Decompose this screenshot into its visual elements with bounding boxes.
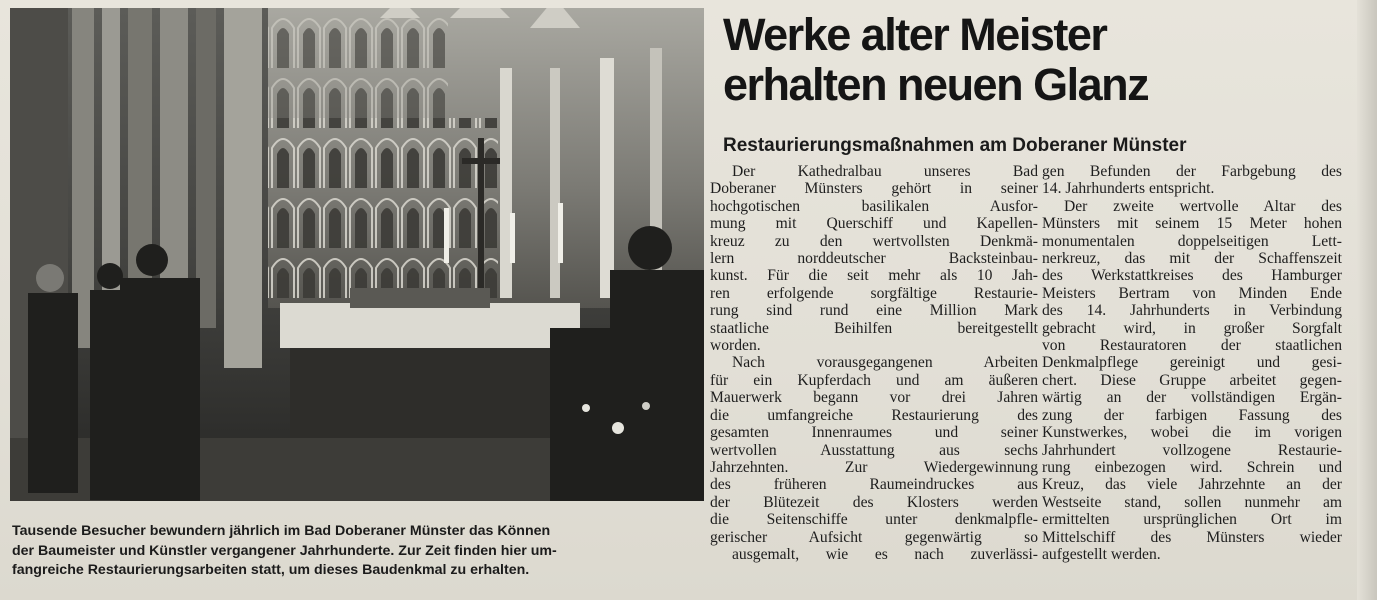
- caption-line: fangreiche Restaurierungsarbeiten statt, um dieses Baudenkmal zu erhalten.: [12, 562, 530, 578]
- text-line: von Restauratoren der staatlichen: [1042, 337, 1342, 355]
- text-line: Jahrzehnten. Zur Wiedergewinnung: [710, 458, 1038, 476]
- text-line: Münsters mit seinem 15 Meter hohen: [1042, 215, 1342, 233]
- text-line: staatliche Beihilfen bereitgestellt: [710, 319, 1038, 337]
- text-line: kunst. Für die seit mehr als 10 Jah-: [710, 267, 1038, 285]
- headline-line: Werke alter Meister: [723, 9, 1107, 60]
- text-line: worden.: [710, 337, 761, 355]
- text-line: Der zweite wertvolle Altar des: [1064, 197, 1342, 215]
- photo-caption: [12, 522, 702, 581]
- text-line: hochgotischen basilikalen Ausfor-: [710, 197, 1038, 215]
- text-line: Kreuz, das viele Jahrzehnte an der: [1042, 476, 1342, 494]
- text-line: Kunstwerkes, wobei die im vorigen: [1042, 424, 1342, 442]
- text-line: gerischer Aufsicht gegenwärtig so: [710, 528, 1038, 546]
- text-line: lern norddeutscher Backsteinbau-: [710, 250, 1038, 268]
- text-line: aufgestellt werden.: [1042, 545, 1161, 563]
- text-line: ermittelten ursprünglichen Ort im: [1042, 511, 1342, 529]
- text-line: gebracht wird, in großer Sorgfalt: [1042, 319, 1342, 337]
- text-line: rung einbezogen wird. Schrein und: [1042, 458, 1342, 476]
- text-line: monumentalen doppelseitigen Lett-: [1042, 232, 1342, 250]
- article-subheadline: Restaurierungsmaßnahmen am Doberaner Münster: [723, 135, 1187, 156]
- text-line: Doberaner Münsters gehört in seiner: [710, 180, 1038, 198]
- text-line: nerkreuz, das mit der Schaffenszeit: [1042, 250, 1342, 268]
- text-line: gesamten Innenraumes und seiner: [710, 424, 1038, 442]
- text-line: für ein Kupferdach und am äußeren: [710, 371, 1038, 389]
- text-line: des früheren Raumeindruckes aus: [710, 476, 1038, 494]
- headline-line: erhalten neuen Glanz: [723, 59, 1149, 110]
- text-line: Nach vorausgegangenen Arbeiten: [732, 354, 1038, 372]
- text-line: ausgemalt, wie es nach zuverlässi-: [732, 545, 1038, 563]
- text-line: rung sind rund eine Million Mark: [710, 302, 1038, 320]
- text-line: 14. Jahrhunderts entspricht.: [1042, 180, 1215, 198]
- text-line: Mauerwerk begann vor drei Jahren: [710, 389, 1038, 407]
- text-line: Denkmalpflege gereinigt und gesi-: [1042, 354, 1342, 372]
- text-line: mung mit Querschiff und Kapellen-: [710, 215, 1038, 233]
- article-column-1: [710, 163, 1038, 563]
- caption-line: Tausende Besucher bewundern jährlich im Bad Doberaner Münster das Können: [12, 523, 551, 539]
- text-line: Jahrhundert vollzogene Restaurie-: [1042, 441, 1342, 459]
- caption-line: der Baumeister und Künstler vergangener Jahrhunderte. Zur Zeit finden hier um-: [12, 542, 557, 559]
- article-headline: [723, 10, 1283, 110]
- text-line: ren erfolgende sorgfältige Restaurie-: [710, 284, 1038, 302]
- text-line: des 14. Jahrhunderts in Verbindung: [1042, 302, 1342, 320]
- text-line: die umfangreiche Restaurierung des: [710, 406, 1038, 424]
- text-line: gen Befunden der Farbgebung des: [1042, 163, 1342, 180]
- text-line: Meisters Bertram von Minden Ende: [1042, 284, 1342, 302]
- text-line: des Werkstattkreises des Hamburger: [1042, 267, 1342, 285]
- text-line: der Blütezeit des Klosters werden: [710, 493, 1038, 511]
- text-line: Der Kathedralbau unseres Bad: [732, 163, 1038, 180]
- text-line: wertvollen Ausstattung aus sechs: [710, 441, 1038, 459]
- text-line: Mittelschiff des Münsters wieder: [1042, 528, 1342, 546]
- text-line: Westseite stand, sollen nunmehr am: [1042, 493, 1342, 511]
- text-line: zung der farbigen Fassung des: [1042, 406, 1342, 424]
- page-edge: [1357, 0, 1377, 600]
- church-interior-photo: [10, 8, 704, 501]
- article-column-2: [1042, 163, 1342, 563]
- text-line: die Seitenschiffe unter denkmalpfle-: [710, 511, 1038, 529]
- text-line: chert. Diese Gruppe arbeitet gegen-: [1042, 371, 1342, 389]
- text-line: kreuz zu den wertvollsten Denkmä-: [710, 232, 1038, 250]
- text-line: wärtig an der vollständigen Ergän-: [1042, 389, 1342, 407]
